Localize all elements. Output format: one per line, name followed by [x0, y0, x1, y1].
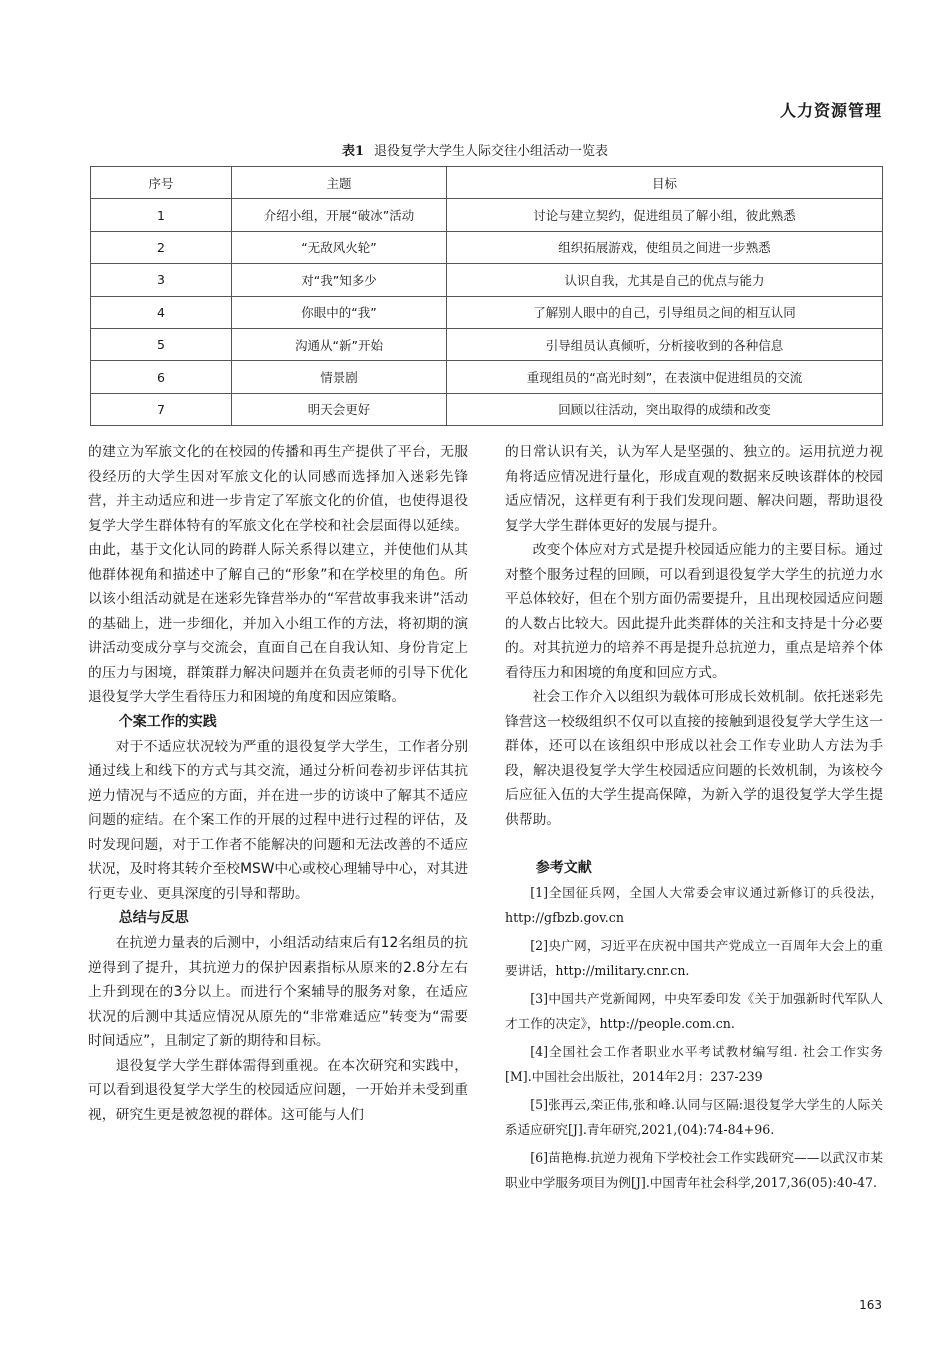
table-cell: “无敌风火轮”: [232, 231, 447, 263]
table-cell: 明天会更好: [232, 393, 447, 425]
reference-item: [6]苗艳梅.抗逆力视角下学校社会工作实践研究——以武汉市某职业中学服务项目为例[J].中国青年社会科学,2017,36(05):40-47.: [505, 1150, 883, 1190]
table-cell: 5: [91, 328, 232, 360]
reference-item: [3]中国共产党新闻网，中央军委印发《关于加强新时代军队人才工作的决定》，http://people.com.cn.: [505, 991, 883, 1031]
table-cell: 对“我”知多少: [232, 264, 447, 296]
table-cell: 介绍小组，开展“破冰”活动: [232, 199, 447, 231]
table-row: [91, 296, 883, 328]
table-cell: 重现组员的“高光时刻”，在表演中促进组员的交流: [447, 361, 883, 393]
column-header: 序号: [91, 167, 232, 199]
table-cell: 讨论与建立契约，促进组员了解小组，彼此熟悉: [447, 199, 883, 231]
column-header: 目标: [447, 167, 883, 199]
body-paragraph: 改变个体应对方式是提升校园适应能力的主要目标。通过对整个服务过程的回顾，可以看到退役复学大学生的抗逆力水平总体较好，但在个别方面仍需要提升，且出现校园适应问题的人数占比较大。因此提升此类群体的关注和支持是十分必要的。对其抗逆力的培养不再是提升总抗逆力，重点是培养个体看待压力和困境的角度和回应方式。: [505, 542, 883, 681]
right-text-column: [505, 440, 883, 1199]
reference-item: [5]张再云,栾正伟,张和峰.认同与区隔:退役复学大学生的人际关系适应研究[J].青年研究,2021,(04):74-84+96.: [505, 1097, 883, 1137]
table-cell: 引导组员认真倾听，分析接收到的各种信息: [447, 328, 883, 360]
body-paragraph: 退役复学大学生群体需得到重视。在本次研究和实践中，可以看到退役复学大学生的校园适应问题，一开始并未受到重视，研究生更是被忽视的群体。这可能与人们: [88, 1057, 468, 1123]
section-heading: 个案工作的实践: [118, 713, 217, 730]
body-paragraph: 的建立为军旅文化的在校园的传播和再生产提供了平台，无服役经历的大学生因对军旅文化的认同感而选择加入迷彩先锋营，并主动适应和进一步肯定了军旅文化的价值，也使得退役复学大学生群体特有的军旅文化在学校和社会层面得以延续。由此，基于文化认同的跨群人际关系得以建立，并使他们从其他群体视角和描述中了解自己的“形象”和在学校里的角色。所以该小组活动就是在迷彩先锋营举办的“军营故事我来讲”活动的基础上，进一步细化，并加入小组工作的方法，将初期的演讲活动变成分享与交流会，直面自己在自我认知、身份肯定上的压力与困境，群策群力解决问题并在负责老师的引导下优化退役复学大学生看待压力和困境的角度和因应策略。: [88, 444, 468, 705]
table-cell: 回顾以往活动，突出取得的成绩和改变: [447, 393, 883, 425]
table-header-row: [91, 167, 883, 199]
table-cell: 情景剧: [232, 361, 447, 393]
table-row: [91, 361, 883, 393]
left-text-column: [88, 440, 468, 1127]
activity-table: [90, 166, 883, 426]
page-number: 163: [859, 1298, 882, 1312]
reference-item: [1]全国征兵网，全国人大常委会审议通过新修订的兵役法，http://gfbzb.gov.cn: [505, 885, 883, 925]
table-cell: 4: [91, 296, 232, 328]
table-cell: 6: [91, 361, 232, 393]
table-row: [91, 328, 883, 360]
table-cell: 组织拓展游戏，使组员之间进一步熟悉: [447, 231, 883, 263]
reference-item: [4]全国社会工作者职业水平考试教材编写组. 社会工作实务[M].中国社会出版社，2014年2月：237-239: [505, 1044, 883, 1084]
table-caption: [0, 140, 950, 159]
table-cell: 沟通从“新”开始: [232, 328, 447, 360]
table-cell: 认识自我，尤其是自己的优点与能力: [447, 264, 883, 296]
table-row: [91, 199, 883, 231]
table-row: [91, 231, 883, 263]
references-heading: 参考文献: [535, 860, 592, 876]
journal-section-title: 人力资源管理: [779, 101, 882, 120]
table-cell: 你眼中的“我”: [232, 296, 447, 328]
column-header: 主题: [232, 167, 447, 199]
table-caption-title: 退役复学大学生人际交往小组活动一览表: [374, 144, 609, 159]
table-caption-label: 表1: [341, 144, 365, 159]
table-cell: 1: [91, 199, 232, 231]
reference-item: [2]央广网，习近平在庆祝中国共产党成立一百周年大会上的重要讲话，http://military.cnr.cn.: [505, 938, 883, 978]
body-paragraph: 对于不适应状况较为严重的退役复学大学生，工作者分别通过线上和线下的方式与其交流，通过分析问卷初步评估其抗逆力情况与不适应的方面，并在进一步的访谈中了解其不适应问题的症结。在个案工作的开展的过程中进行过程的评估，及时发现问题，对于工作者不能解决的问题和无法改善的不适应状况，及时将其转介至校MSW中心或校心理辅导中心，对其进行更专业、更具深度的引导和帮助。: [88, 738, 468, 902]
body-paragraph: 的日常认识有关，认为军人是坚强的、独立的。运用抗逆力视角将适应情况进行量化，形成直观的数据来反映该群体的校园适应情况，这样更有利于我们发现问题、解决问题，帮助退役复学大学生群体更好的发展与提升。: [505, 444, 883, 534]
section-heading: 总结与反思: [118, 910, 189, 926]
table-row: [91, 393, 883, 425]
body-paragraph: 在抗逆力量表的后测中，小组活动结束后有12名组员的抗逆得到了提升，其抗逆力的保护因素指标从原来的2.8分左右上升到现在的3分以上。而进行个案辅导的服务对象，在适应状况的后测中其适应情况从原先的“非常难适应”转变为“需要时间适应”，且制定了新的期待和目标。: [88, 935, 468, 1049]
body-paragraph: 社会工作介入以组织为载体可形成长效机制。依托迷彩先锋营这一校级组织不仅可以直接的接触到退役复学大学生这一群体，还可以在该组织中形成以社会工作专业助人方法为手段，解决退役复学大学生校园适应问题的长效机制，为该校今后应征入伍的大学生提高保障，为新入学的退役复学大学生提供帮助。: [505, 689, 883, 828]
table-cell: 了解别人眼中的自己，引导组员之间的相互认同: [447, 296, 883, 328]
table-row: [91, 264, 883, 296]
table-cell: 2: [91, 231, 232, 263]
table-cell: 7: [91, 393, 232, 425]
table-cell: 3: [91, 264, 232, 296]
